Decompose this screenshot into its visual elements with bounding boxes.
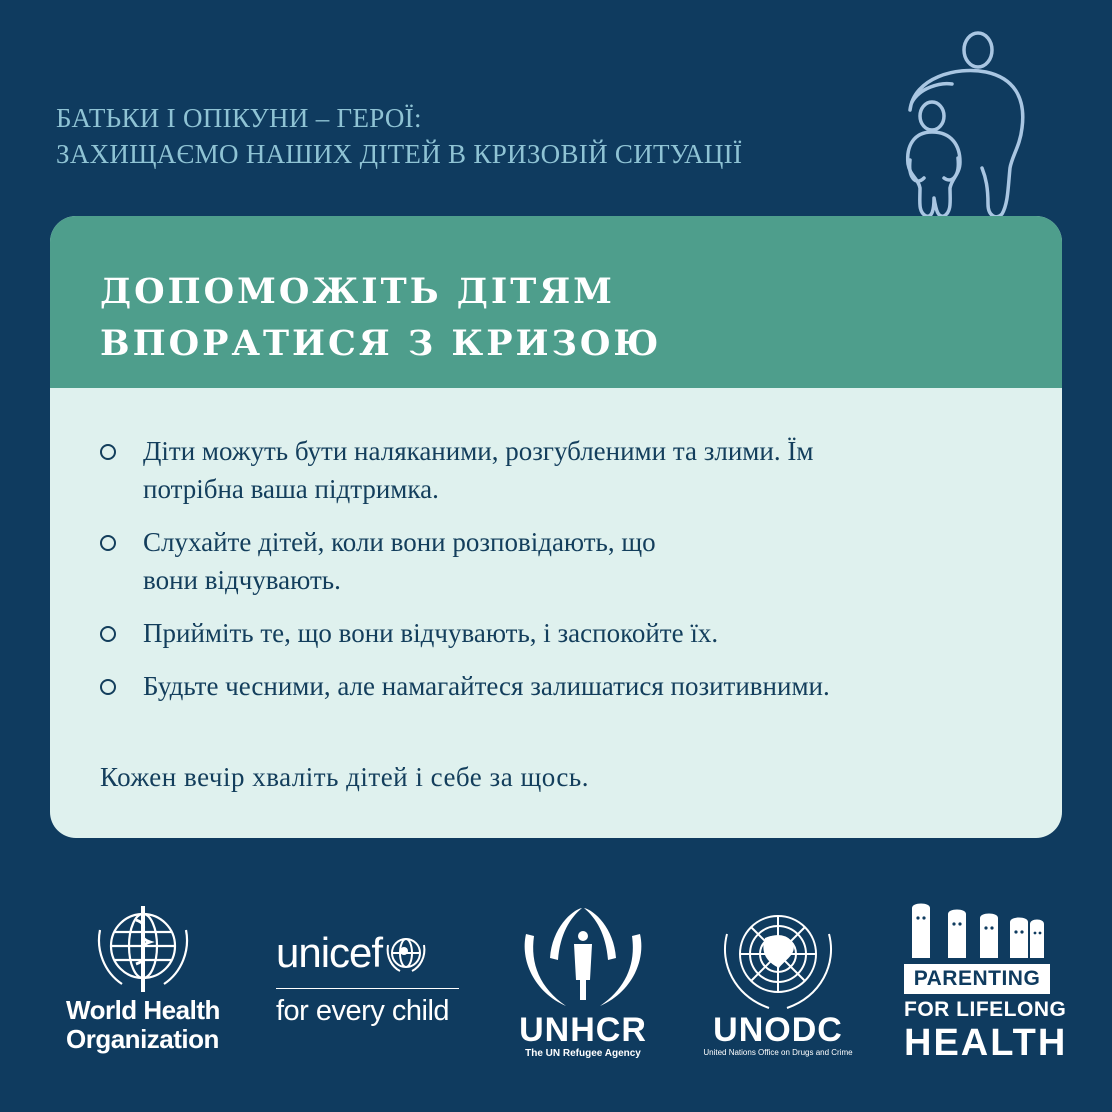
list-item-text: Діти можуть бути наляканими, розгубленими та злими. Їм xyxy=(143,436,814,466)
plh-line-1: PARENTING xyxy=(904,964,1050,994)
unicef-divider xyxy=(276,988,459,989)
unicef-wordmark: unicef xyxy=(276,929,383,976)
unicef-tagline: for every child xyxy=(276,995,450,1027)
list-item-text: Слухайте дітей, коли вони розповідають, що xyxy=(143,527,656,557)
who-name-line-1: World Health xyxy=(66,995,220,1025)
who-name-line-2: Organization xyxy=(66,1024,219,1054)
header-line-1: БАТЬКИ І ОПІКУНИ – ГЕРОЇ: xyxy=(56,103,422,133)
parent-child-icon xyxy=(896,28,1036,220)
unhcr-emblem-icon xyxy=(516,904,650,1012)
card-title xyxy=(100,266,1062,370)
plh-line-3: HEALTH xyxy=(904,1022,1068,1064)
list-item-text: Будьте чесними, але намагайтеся залишатися позитивними. xyxy=(143,671,830,701)
card-header xyxy=(50,216,1062,388)
bullet-circle-icon xyxy=(100,535,116,551)
page-header xyxy=(56,100,742,172)
unhcr-wordmark: UNHCR xyxy=(519,1011,647,1049)
unodc-wordmark: UNODC xyxy=(713,1011,843,1049)
unicef-logo xyxy=(276,930,466,1027)
plh-logo xyxy=(904,900,1068,1064)
list-item xyxy=(100,614,1062,652)
closing-note: Кожен вечір хваліть дітей і себе за щось. xyxy=(100,762,589,792)
unicef-emblem-icon xyxy=(384,931,428,975)
plh-line-2: FOR LIFELONG xyxy=(904,998,1067,1021)
unodc-tagline: United Nations Office on Drugs and Crime xyxy=(703,1048,853,1057)
bullet-circle-icon xyxy=(100,679,116,695)
unhcr-logo xyxy=(516,904,650,1060)
unodc-logo xyxy=(690,904,866,1058)
partner-logos xyxy=(0,880,1112,1080)
plh-characters-icon xyxy=(904,900,1050,962)
list-item-text: вони відчувають. xyxy=(143,565,341,595)
bullet-circle-icon xyxy=(100,626,116,642)
bullet-circle-icon xyxy=(100,444,116,460)
card-title-line-2: ВПОРАТИСЯ З КРИЗОЮ xyxy=(100,323,662,364)
list-item-text: потрібна ваша підтримка. xyxy=(143,474,439,504)
who-name xyxy=(66,996,236,1054)
list-item xyxy=(100,432,1062,508)
info-card xyxy=(50,216,1062,838)
card-title-line-1: ДОПОМОЖІТЬ ДІТЯМ xyxy=(100,271,615,312)
list-item-text: Прийміть те, що вони відчувають, і заспокойте їх. xyxy=(143,618,719,648)
list-item xyxy=(100,667,1062,705)
un-emblem-icon xyxy=(713,904,843,1012)
unhcr-tagline: The UN Refugee Agency xyxy=(525,1048,641,1059)
who-emblem-icon xyxy=(88,900,198,996)
card-body xyxy=(50,388,1062,796)
who-logo xyxy=(66,900,236,1054)
list-item xyxy=(100,523,1062,599)
header-line-2: ЗАХИЩАЄМО НАШИХ ДІТЕЙ В КРИЗОВІЙ СИТУАЦІЇ xyxy=(56,139,743,169)
tips-list xyxy=(100,432,1062,705)
